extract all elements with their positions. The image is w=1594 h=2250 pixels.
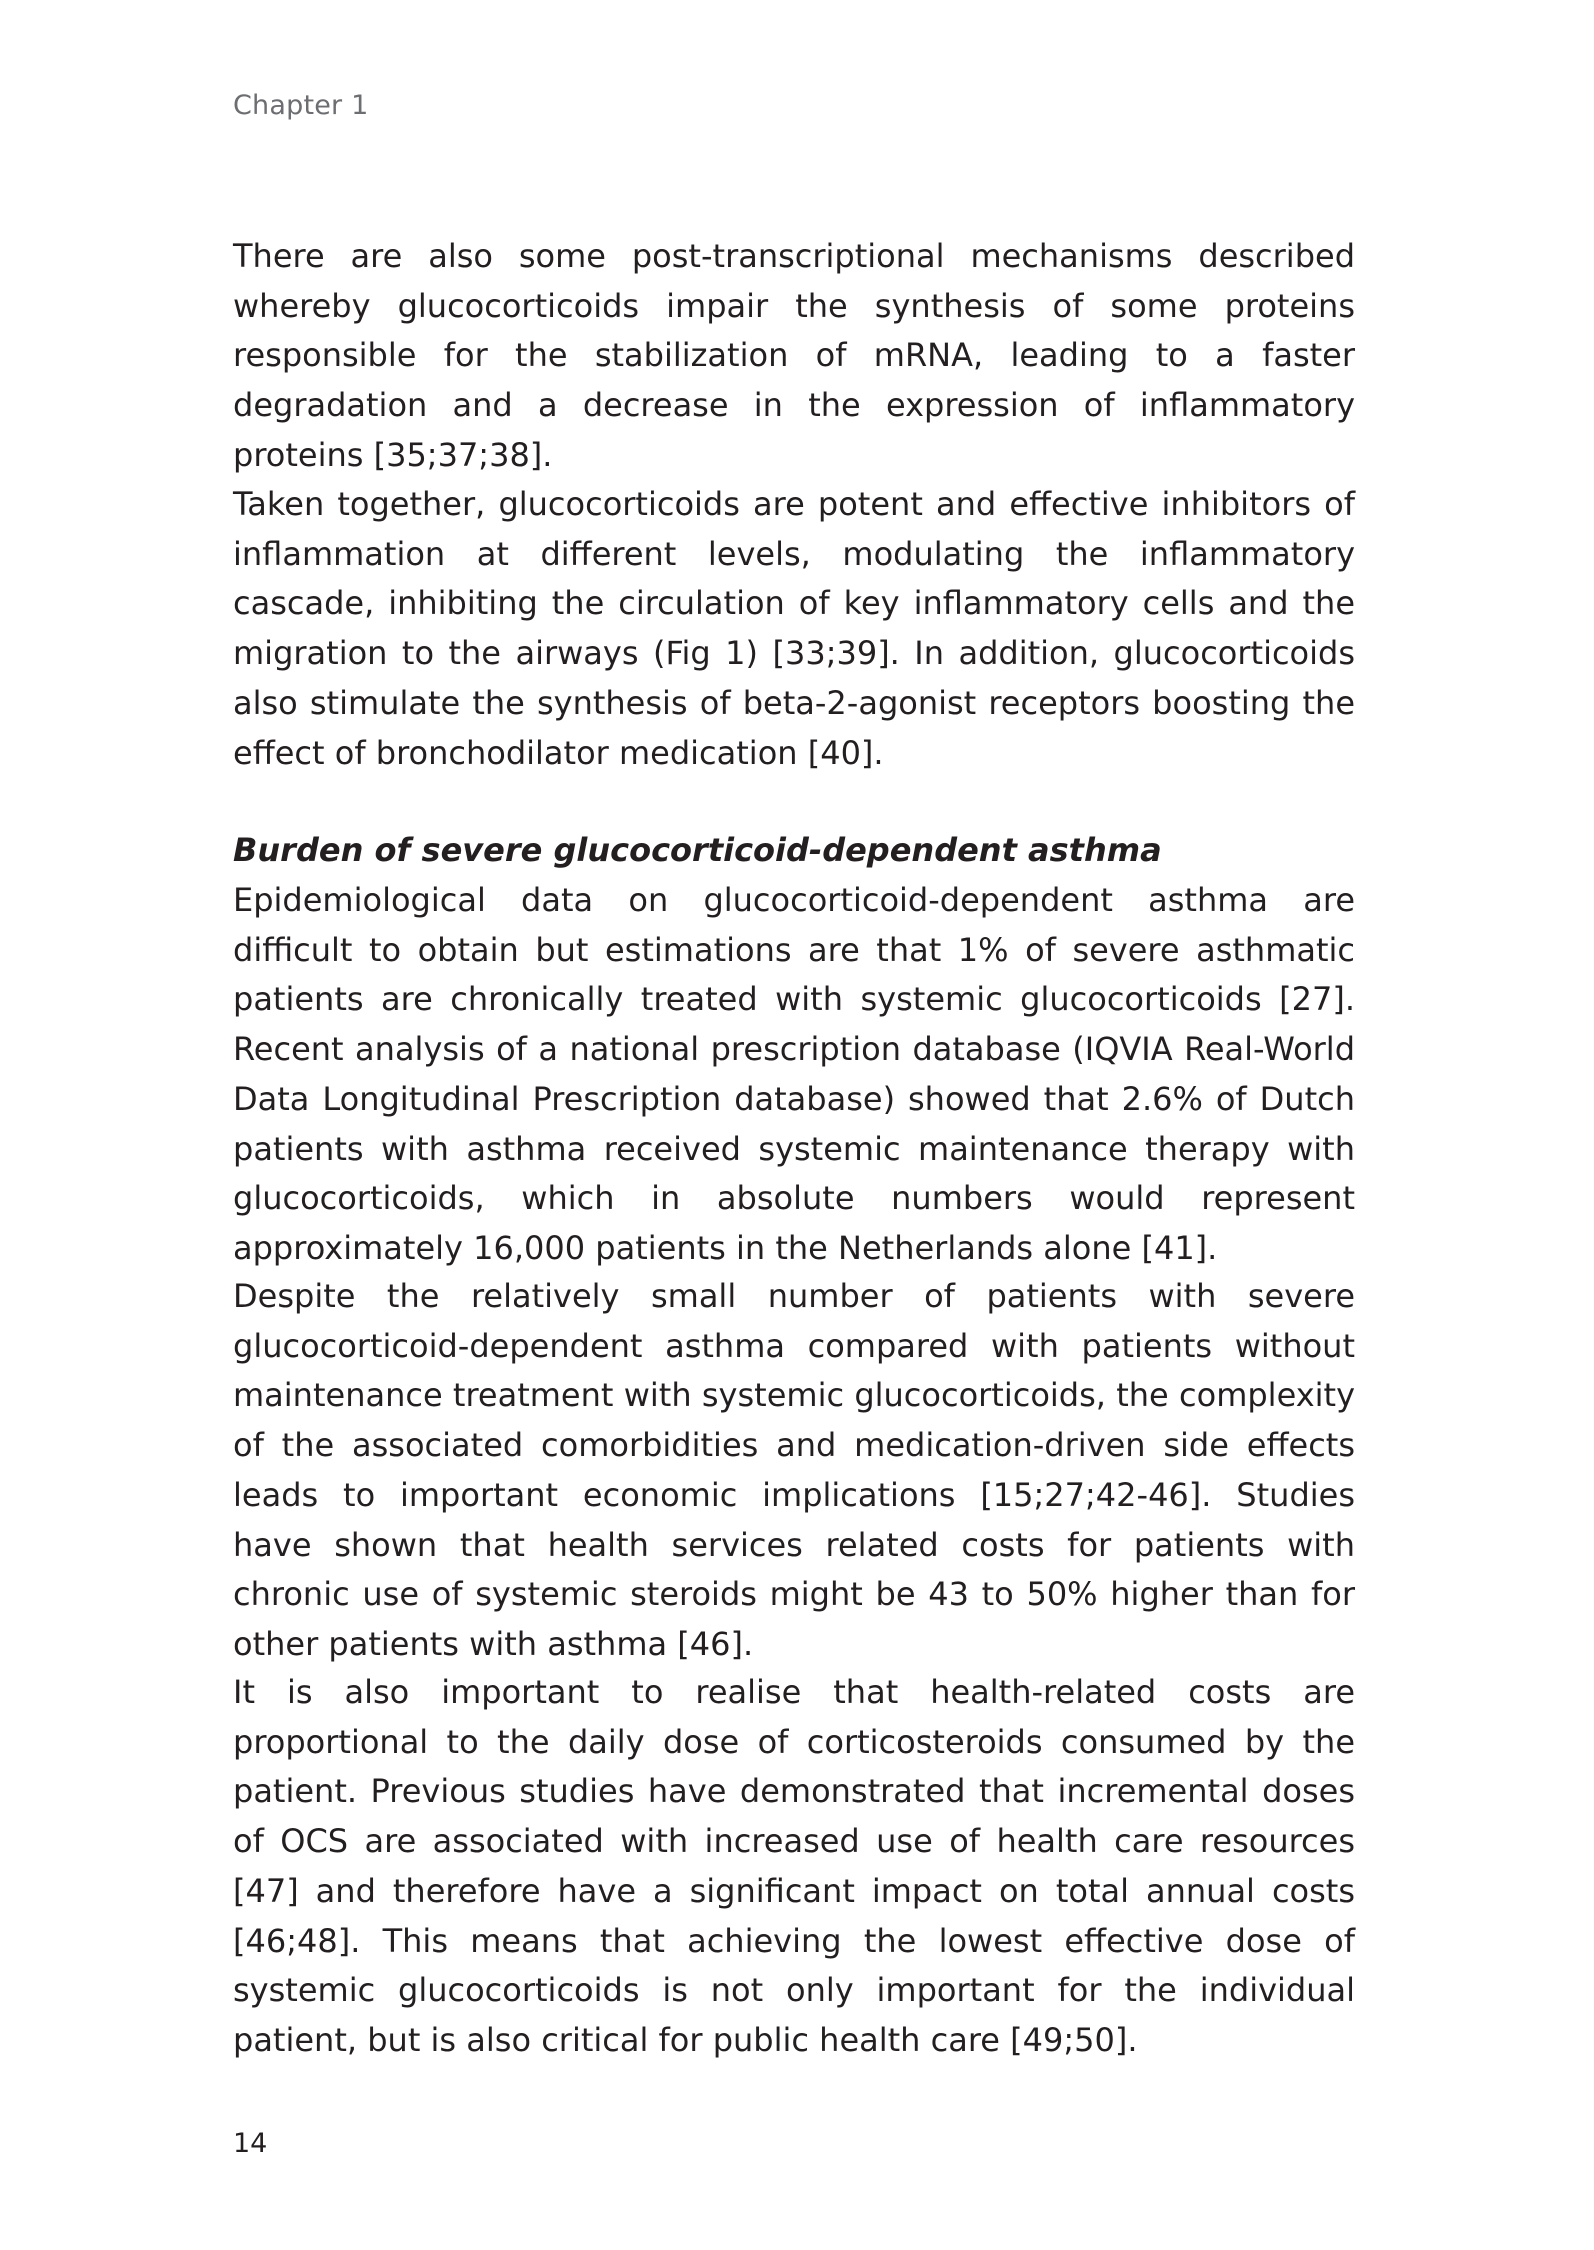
section-heading: Burden of severe glucocorticoid-dependent asthma [233,831,1162,869]
body-paragraph-4: Despite the relatively small number of patients with severe glucocorticoid-dependent asthma compared with patients without maintenance treatment with systemic glucocorticoids, the complexity of the associated comorbidities and medication-driven side effects leads to important economic implications [15;27;42-46]. Studies have shown that health services related costs for patients with chronic use of systemic steroids might be 43 to 50% higher than for other patients with asthma [46]. [233,1277,1355,1663]
page-number: 14 [233,2128,268,2159]
body-paragraph-5: It is also important to realise that health-related costs are proportional to the daily dose of corticosteroids consumed by the patient. Previous studies have demonstrated that incremental doses of OCS are associated with increased use of health care resources [47] and therefore have a significant impact on total annual costs [46;48]. This means that achieving the lowest effective dose of systemic glucocorticoids is not only important for the individual patient, but is also critical for public health care [49;50]. [233,1673,1355,2059]
body-paragraph-1: There are also some post-transcriptional mechanisms described whereby glucocorticoids impair the synthesis of some proteins responsible for the stabilization of mRNA, leading to a faster degradation and a decrease in the expression of inflammatory proteins [35;37;38]. [233,237,1355,474]
running-header: Chapter 1 [233,90,369,121]
body-paragraph-2: Taken together, glucocorticoids are potent and effective inhibitors of inflammation at different levels, modulating the inflammatory cascade, inhibiting the circulation of key inflammatory cells and the migration to the airways (Fig 1) [33;39]. In addition, glucocorticoids also stimulate the synthesis of beta-2-agonist receptors boosting the effect of bronchodilator medication [40]. [233,485,1355,772]
body-paragraph-3: Epidemiological data on glucocorticoid-dependent asthma are difficult to obtain but estimations are that 1% of severe asthmatic patients are chronically treated with systemic glucocorticoids [27]. Recent analysis of a national prescription database (IQVIA Real-World Data Longitudinal Prescription database) showed that 2.6% of Dutch patients with asthma received systemic maintenance therapy with glucocorticoids, which in absolute numbers would represent approximately 16,000 patients in the Netherlands alone [41]. [233,881,1355,1267]
